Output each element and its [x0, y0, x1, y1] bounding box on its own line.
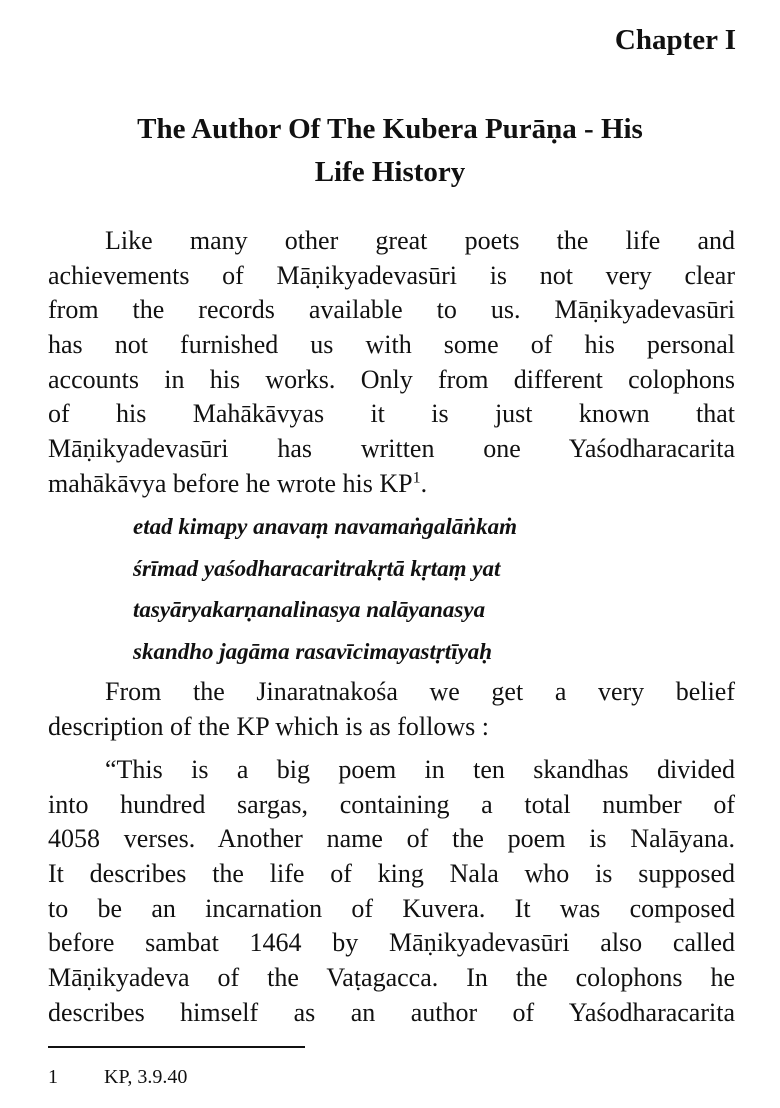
footnote-text: KP, 3.9.40 — [104, 1066, 188, 1088]
text-line: achievements of Māṇikyadevasūri is not very clear — [48, 260, 735, 290]
text-line: from the records available to us. Māṇikyadevasūri — [48, 295, 735, 325]
title-line: The Author Of The Kubera Purāṇa - His — [137, 113, 643, 145]
text-span: mahākāvya before he wrote his KP — [48, 468, 413, 498]
chapter-label: Chapter I — [614, 24, 736, 56]
verse-line: etad kimapy anavaṃ navamaṅgalāṅkaṁ — [133, 514, 517, 539]
footnote-number: 1 — [48, 1066, 58, 1088]
verse-line: tasyāryakarṇanalinasya nalāyanasya — [133, 597, 486, 623]
text-line: describes himself as an author of Yaśodharacarita — [48, 997, 735, 1027]
paragraph-2 — [48, 675, 735, 744]
text-line: 4058 verses. Another name of the poem is Nalāyana. — [48, 824, 735, 854]
verse-line: śrīmad yaśodharacaritrakṛtā kṛtaṃ yat — [133, 555, 501, 581]
paragraph-1 — [48, 224, 735, 502]
verse-block — [133, 506, 517, 673]
paragraph-3 — [48, 753, 735, 1031]
footnote-ref: 1 — [412, 469, 421, 487]
text-line: Māṇikyadevasūri has written one Yaśodharacarita — [48, 434, 735, 464]
title-line: Life History — [314, 156, 466, 188]
text-span: . — [420, 468, 428, 498]
text-line: “This is a big poem in ten skandhas divided — [105, 755, 735, 784]
text-line — [48, 467, 735, 502]
text-line: before sambat 1464 by Māṇikyadevasūri also called — [48, 928, 735, 958]
text-line: accounts in his works. Only from different colophons — [48, 364, 735, 394]
text-line: of his Mahākāvyas it is just known that — [48, 399, 735, 429]
text-line: Māṇikyadeva of the Vaṭagacca. In the colophons he — [48, 963, 735, 993]
verse-line: skandho jagāma rasavīcimayastṛtīyaḥ — [133, 639, 493, 665]
text-line: Like many other great poets the life and — [105, 226, 735, 255]
footnote-divider — [48, 1046, 305, 1048]
text-line: description of the KP which is as follows : — [48, 711, 489, 741]
text-line: to be an incarnation of Kuvera. It was composed — [48, 893, 735, 923]
text-line: has not furnished us with some of his personal — [48, 330, 735, 360]
chapter-title — [40, 108, 740, 194]
text-line: into hundred sargas, containing a total number of — [48, 789, 735, 819]
text-line: It describes the life of king Nala who is supposed — [48, 859, 735, 889]
text-line: From the Jinaratnakośa we get a very belief — [105, 677, 735, 706]
footnote — [48, 1066, 187, 1089]
